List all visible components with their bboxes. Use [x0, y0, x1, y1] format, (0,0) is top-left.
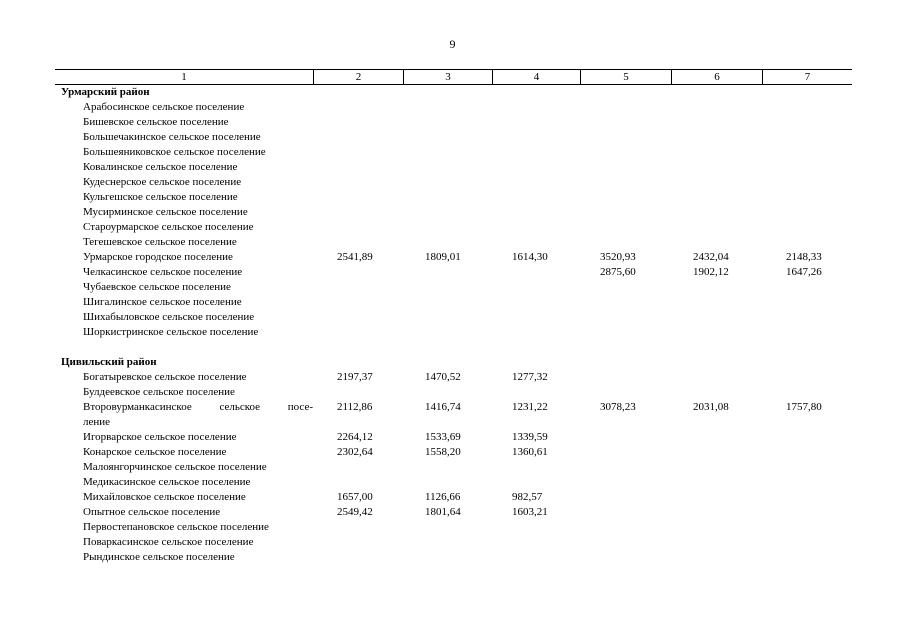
value-cell: 3520,93: [600, 251, 636, 263]
value-cell: [313, 550, 403, 565]
value-cell: [313, 145, 403, 160]
settlement-name: Староурмарское сельское поселение: [83, 221, 254, 233]
value-cell: 1809,01: [425, 251, 461, 263]
value-cell: [313, 175, 403, 190]
table-body: [55, 85, 852, 565]
value-cell: [580, 220, 671, 235]
value-cell: [762, 385, 852, 400]
value-cell: [580, 160, 671, 175]
value-cell: [492, 130, 580, 145]
value-cell: [403, 220, 492, 235]
value-cell: 1801,64: [425, 506, 461, 518]
value-cell: [580, 280, 671, 295]
value-cell: 2264,12: [337, 431, 373, 443]
value-cell: [313, 310, 403, 325]
value-cell: [580, 325, 671, 340]
value-cell: [403, 295, 492, 310]
value-cell: [671, 310, 762, 325]
table-row: [55, 250, 852, 265]
value-cell: 1533,69: [425, 431, 461, 443]
value-cell: [671, 550, 762, 565]
value-cell: [762, 460, 852, 475]
table-row: [55, 475, 852, 490]
value-cell: 3078,23: [600, 401, 636, 413]
value-cell: 2148,33: [786, 251, 822, 263]
table-row: [55, 235, 852, 250]
table-row: [55, 370, 852, 385]
value-cell: [762, 505, 852, 520]
table-row: [55, 400, 852, 430]
value-cell: [492, 220, 580, 235]
value-cell: [403, 235, 492, 250]
settlement-name: Шоркистринское сельское поселение: [83, 326, 259, 338]
value-cell: [671, 385, 762, 400]
value-cell: 1757,80: [786, 401, 822, 413]
value-cell: [492, 520, 580, 535]
settlement-name: Булдеевское сельское поселение: [83, 386, 235, 398]
settlement-name: Михайловское сельское поселение: [83, 491, 246, 503]
value-cell: [313, 235, 403, 250]
value-cell: [671, 520, 762, 535]
column-header-2: 2: [313, 70, 403, 84]
value-cell: [492, 550, 580, 565]
value-cell: 1614,30: [512, 251, 548, 263]
value-cell: [671, 280, 762, 295]
value-cell: [762, 325, 852, 340]
value-cell: [671, 445, 762, 460]
value-cell: [762, 130, 852, 145]
column-header-7: 7: [762, 70, 852, 84]
value-cell: 2112,86: [337, 401, 373, 413]
value-cell: [313, 535, 403, 550]
settlement-name: Ковалинское сельское поселение: [83, 161, 238, 173]
value-cell: 1647,26: [786, 266, 822, 278]
value-cell: [313, 190, 403, 205]
value-cell: [671, 535, 762, 550]
settlement-name: Кульгешское сельское поселение: [83, 191, 238, 203]
settlement-name: Бишевское сельское поселение: [83, 116, 229, 128]
value-cell: [671, 160, 762, 175]
value-cell: [762, 445, 852, 460]
value-cell: [403, 550, 492, 565]
value-cell: [671, 145, 762, 160]
column-header-6: 6: [671, 70, 762, 84]
district-heading: Урмарский район: [61, 86, 150, 98]
settlement-name: Чубаевское сельское поселение: [83, 281, 231, 293]
value-cell: 2197,37: [337, 371, 373, 383]
value-cell: [671, 295, 762, 310]
table-row: [55, 385, 852, 400]
settlement-name: Опытное сельское поселение: [83, 506, 221, 518]
table-row: [55, 310, 852, 325]
settlement-name: Второвурманкасинское сельское посе- ление: [83, 401, 313, 428]
value-cell: [762, 280, 852, 295]
value-cell: [492, 235, 580, 250]
settlement-name: Большечакинское сельское поселение: [83, 131, 261, 143]
value-cell: [403, 385, 492, 400]
settlement-name: Тегешевское сельское поселение: [83, 236, 237, 248]
value-cell: [762, 220, 852, 235]
table-header: [55, 69, 852, 85]
value-cell: [492, 295, 580, 310]
value-cell: [580, 460, 671, 475]
settlement-name: Челкасинское сельское поселение: [83, 266, 243, 278]
value-cell: [313, 475, 403, 490]
settlement-name: Урмарское городское поселение: [83, 251, 233, 263]
table-row: [55, 205, 852, 220]
table-row: [55, 100, 852, 115]
value-cell: [403, 145, 492, 160]
value-cell: [403, 265, 492, 280]
value-cell: [762, 475, 852, 490]
value-cell: [492, 145, 580, 160]
data-table: [55, 69, 852, 565]
table-row: [55, 160, 852, 175]
settlement-name: Конарское сельское поселение: [83, 446, 227, 458]
value-cell: [492, 280, 580, 295]
settlement-name: Шигалинское сельское поселение: [83, 296, 242, 308]
table-row: [55, 535, 852, 550]
value-cell: [671, 370, 762, 385]
value-cell: 1558,20: [425, 446, 461, 458]
value-cell: [492, 100, 580, 115]
settlement-name: Шихабыловское сельское поселение: [83, 311, 255, 323]
value-cell: [762, 190, 852, 205]
table-row: [55, 295, 852, 310]
value-cell: [580, 475, 671, 490]
value-cell: [671, 130, 762, 145]
value-cell: [403, 175, 492, 190]
value-cell: [403, 520, 492, 535]
value-cell: [492, 310, 580, 325]
value-cell: [580, 370, 671, 385]
value-cell: 1603,21: [512, 506, 548, 518]
settlement-name: Медикасинское сельское поселение: [83, 476, 251, 488]
value-cell: [313, 460, 403, 475]
page-number: 9: [449, 37, 456, 51]
table-row: [55, 430, 852, 445]
value-cell: [671, 175, 762, 190]
value-cell: [671, 115, 762, 130]
value-cell: [403, 190, 492, 205]
value-cell: 2031,08: [693, 401, 729, 413]
value-cell: [580, 130, 671, 145]
value-cell: [580, 235, 671, 250]
value-cell: [762, 430, 852, 445]
table-row: [55, 445, 852, 460]
value-cell: [671, 505, 762, 520]
value-cell: 2549,42: [337, 506, 373, 518]
value-cell: [492, 175, 580, 190]
value-cell: 1126,66: [425, 491, 461, 503]
table-row: [55, 220, 852, 235]
value-cell: [403, 535, 492, 550]
value-cell: [580, 490, 671, 505]
value-cell: [492, 160, 580, 175]
settlement-name: Мусирминское сельское поселение: [83, 206, 248, 218]
value-cell: [492, 265, 580, 280]
value-cell: 2541,89: [337, 251, 373, 263]
table-row: [55, 280, 852, 295]
value-cell: 1231,22: [512, 401, 548, 413]
table-row: [55, 490, 852, 505]
table-row: [55, 460, 852, 475]
value-cell: [671, 430, 762, 445]
value-cell: [762, 310, 852, 325]
value-cell: [313, 385, 403, 400]
table-row: [55, 505, 852, 520]
value-cell: [313, 115, 403, 130]
value-cell: [580, 145, 671, 160]
value-cell: [762, 490, 852, 505]
value-cell: [762, 295, 852, 310]
value-cell: [492, 325, 580, 340]
value-cell: [762, 520, 852, 535]
table-row: [55, 520, 852, 535]
value-cell: [671, 100, 762, 115]
value-cell: [671, 220, 762, 235]
value-cell: [403, 280, 492, 295]
value-cell: [580, 205, 671, 220]
value-cell: [403, 115, 492, 130]
settlement-name: Игорварское сельское поселение: [83, 431, 237, 443]
value-cell: [580, 190, 671, 205]
value-cell: 2875,60: [600, 266, 636, 278]
value-cell: [403, 100, 492, 115]
value-cell: [762, 175, 852, 190]
value-cell: 982,57: [512, 491, 543, 503]
value-cell: [313, 295, 403, 310]
settlement-name: Богатыревское сельское поселение: [83, 371, 247, 383]
value-cell: [762, 370, 852, 385]
value-cell: [671, 325, 762, 340]
value-cell: [313, 160, 403, 175]
value-cell: 1277,32: [512, 371, 548, 383]
table-row: [55, 550, 852, 565]
table-row: [55, 190, 852, 205]
settlement-name: Арабосинское сельское поселение: [83, 101, 245, 113]
value-cell: [580, 310, 671, 325]
column-header-4: 4: [492, 70, 580, 84]
value-cell: [671, 205, 762, 220]
value-cell: [671, 490, 762, 505]
value-cell: 1657,00: [337, 491, 373, 503]
value-cell: [492, 205, 580, 220]
settlement-name: Первостепановское сельское поселение: [83, 521, 269, 533]
value-cell: [580, 550, 671, 565]
table-row: [55, 175, 852, 190]
value-cell: [492, 475, 580, 490]
value-cell: [580, 430, 671, 445]
value-cell: [580, 505, 671, 520]
value-cell: [762, 235, 852, 250]
value-cell: [313, 100, 403, 115]
settlement-name: Рындинское сельское поселение: [83, 551, 235, 563]
value-cell: [762, 145, 852, 160]
settlement-name: Малоянгорчинское сельское поселение: [83, 461, 267, 473]
value-cell: [492, 115, 580, 130]
settlement-name: Большеяниковское сельское поселение: [83, 146, 266, 158]
value-cell: [671, 190, 762, 205]
value-cell: [762, 115, 852, 130]
value-cell: 1339,59: [512, 431, 548, 443]
column-header-1: 1: [181, 71, 187, 83]
value-cell: [492, 535, 580, 550]
value-cell: [580, 295, 671, 310]
value-cell: [313, 130, 403, 145]
value-cell: [313, 280, 403, 295]
value-cell: [580, 100, 671, 115]
value-cell: [313, 325, 403, 340]
value-cell: [313, 205, 403, 220]
value-cell: 2302,64: [337, 446, 373, 458]
table-row: [55, 145, 852, 160]
value-cell: 2432,04: [693, 251, 729, 263]
value-cell: [762, 535, 852, 550]
value-cell: [403, 310, 492, 325]
value-cell: [580, 445, 671, 460]
value-cell: [762, 100, 852, 115]
value-cell: [671, 235, 762, 250]
settlement-name: Кудеснерское сельское поселение: [83, 176, 242, 188]
value-cell: [762, 550, 852, 565]
settlement-name: Поваркасинское сельское поселение: [83, 536, 254, 548]
value-cell: [403, 325, 492, 340]
table-row: [55, 325, 852, 340]
value-cell: 1360,61: [512, 446, 548, 458]
value-cell: [671, 460, 762, 475]
value-cell: [492, 190, 580, 205]
value-cell: 1470,52: [425, 371, 461, 383]
value-cell: [403, 205, 492, 220]
column-header-5: 5: [580, 70, 671, 84]
value-cell: [403, 460, 492, 475]
value-cell: [762, 205, 852, 220]
value-cell: 1416,74: [425, 401, 461, 413]
district-heading: Цивильский район: [61, 356, 157, 368]
value-cell: [762, 160, 852, 175]
table-row: [55, 130, 852, 145]
value-cell: [403, 160, 492, 175]
value-cell: [580, 520, 671, 535]
value-cell: [580, 385, 671, 400]
value-cell: [671, 475, 762, 490]
table-row: [55, 265, 852, 280]
value-cell: [403, 475, 492, 490]
value-cell: [492, 385, 580, 400]
value-cell: [403, 130, 492, 145]
value-cell: [313, 265, 403, 280]
value-cell: [492, 460, 580, 475]
value-cell: [580, 175, 671, 190]
value-cell: 1902,12: [693, 266, 729, 278]
value-cell: [580, 535, 671, 550]
value-cell: [313, 220, 403, 235]
column-header-3: 3: [403, 70, 492, 84]
value-cell: [313, 520, 403, 535]
table-row: [55, 115, 852, 130]
value-cell: [580, 115, 671, 130]
